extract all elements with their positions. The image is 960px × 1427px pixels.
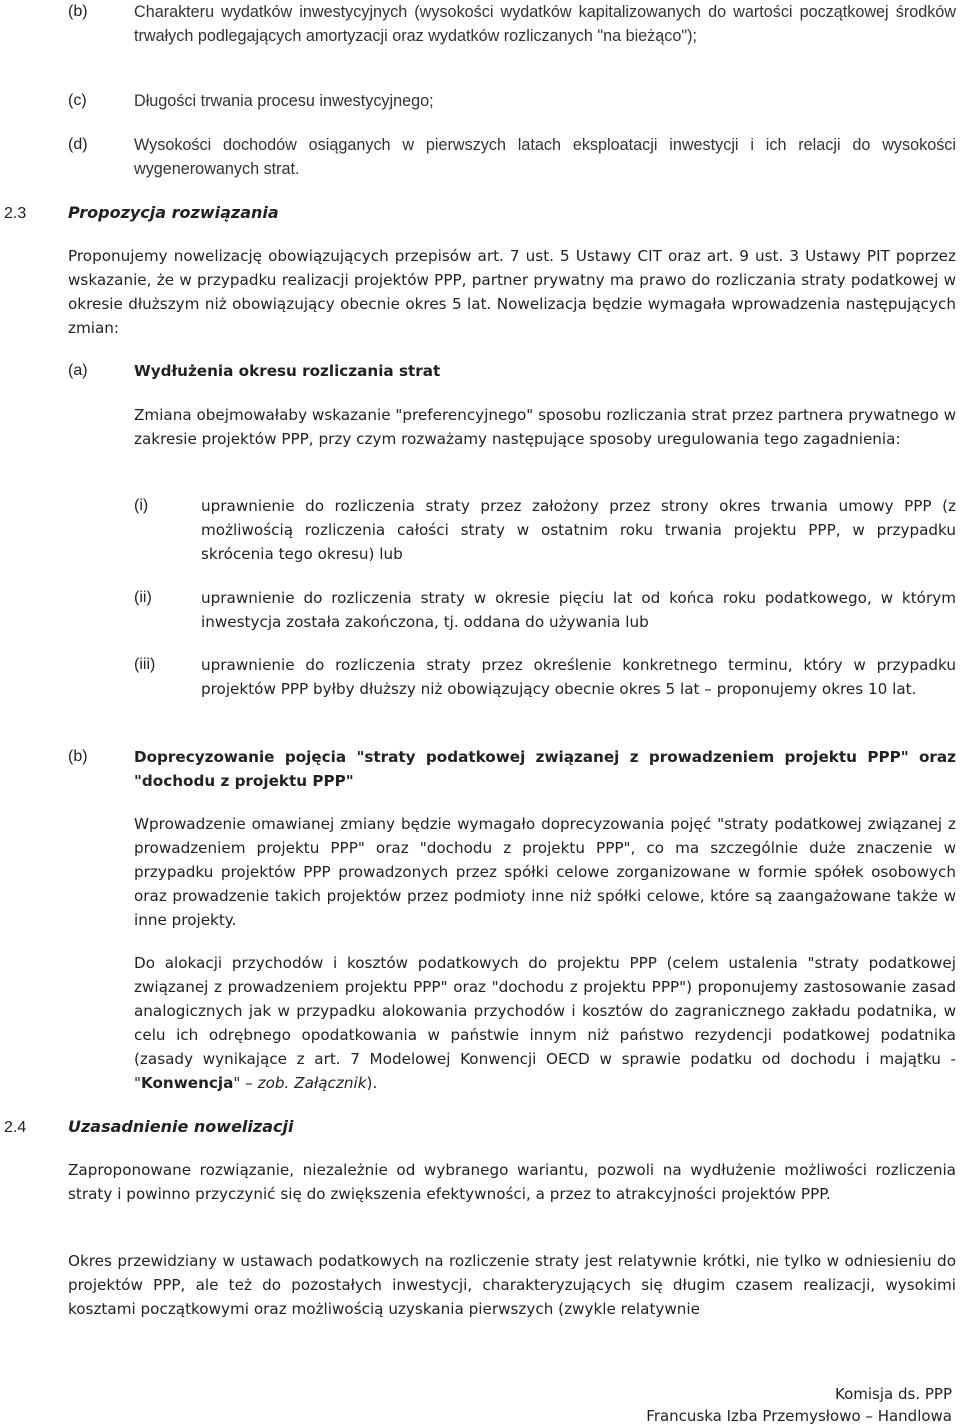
subitem-label-i: (i) bbox=[134, 497, 149, 514]
subitem-label-ii: (ii) bbox=[134, 589, 152, 606]
paragraph-2-main: Do alokacji przychodów i kosztów podatkowych do projektu PPP (celem ustalenia "straty podatkowej związanej z prowadzeniem projektu PPP" oraz "dochodu z projektu PPP") proponujemy zastosowanie zasad analogicznych jak w przypadku alokowania przychodów i kosztów do zagranicznego zakładu podatnika, w celu ich odrębnego opodatkowania w państwie innym niż państwo rezydencji podatkowej podatnika (zasady wynikające z art. 7 Modelowej Konwencji OECD w sprawie podatku od dochodu i majątku - " bbox=[134, 954, 956, 1092]
konwencja-term: Konwencja bbox=[141, 1074, 234, 1092]
intro-item-label-b: (b) bbox=[68, 3, 88, 20]
point-b-title: Doprecyzowanie pojęcia "straty podatkowej związanej z prowadzeniem projektu PPP" oraz "dochodu z projektu PPP" bbox=[134, 748, 956, 790]
point-a-text: Zmiana obejmowałaby wskazanie "preferencyjnego" sposobu rozliczania strat przez partnera prywatnego w zakresie projektów PPP, przy czym rozważamy następujące sposoby uregulowania tego zagadnienia: bbox=[134, 406, 956, 448]
intro-item-label-c: (c) bbox=[68, 92, 87, 109]
point-b-paragraph-2 bbox=[134, 951, 956, 1095]
point-b-paragraph-1: Wprowadzenie omawianej zmiany będzie wymagało doprecyzowania pojęć "straty podatkowej związanej z prowadzeniem projektu PPP" oraz "dochodu z projektu PPP", co ma szczególnie duże znaczenie w przypadku projektów PPP prowadzonych przez spółki celowe zorganizowane w formie spółek osobowych oraz prowadzenie takich projektów przez podmioty inne niż spółki celowe, które są zaangażowane także w inne projekty. bbox=[134, 815, 956, 929]
point-a-label: (a) bbox=[68, 362, 88, 379]
footer-chamber: Francuska Izba Przemysłowo – Handlowa bbox=[646, 1407, 952, 1425]
annex-reference: zob. Załącznik bbox=[257, 1074, 367, 1092]
point-b-label: (b) bbox=[68, 748, 88, 765]
section-2-3-intro: Proponujemy nowelizację obowiązujących przepisów art. 7 ust. 5 Ustawy CIT oraz art. 9 ust. 3 Ustawy PIT poprzez wskazanie, że w przypadku realizacji projektów PPP, partner prywatny ma prawo do rozliczania straty podatkowej w okresie dłuższym niż obowiązujący obecnie okres 5 lat. Nowelizacja będzie wymagała wprowadzenia następujących zmian: bbox=[68, 247, 956, 337]
point-a-title: Wydłużenia okresu rozliczania strat bbox=[134, 362, 441, 380]
footer-committee: Komisja ds. PPP bbox=[835, 1385, 952, 1403]
intro-item-text-d: Wysokości dochodów osiąganych w pierwszych latach eksploatacji inwestycji i ich relacji do wysokości wygenerowanych strat. bbox=[134, 136, 956, 178]
section-heading-2-4 bbox=[4, 1115, 293, 1140]
section-number: 2.4 bbox=[4, 1119, 27, 1136]
subitem-text-iii: uprawnienie do rozliczenia straty przez określenie konkretnego terminu, który w przypadku projektów PPP byłby dłuższy niż obowiązujący obecnie okres 5 lat – proponujemy okres 10 lat. bbox=[201, 656, 956, 698]
intro-item-text-b: Charakteru wydatków inwestycyjnych (wysokości wydatków kapitalizowanych do wartości początkowej środków trwałych podlegających amortyzacji oraz wydatków rozliczanych "na bieżąco"); bbox=[134, 3, 956, 45]
section-number: 2.3 bbox=[4, 205, 27, 222]
subitem-text-i: uprawnienie do rozliczenia straty przez założony przez strony okres trwania umowy PPP (z możliwością rozliczenia całości straty w ostatnim roku trwania projektu PPP, w przypadku skrócenia tego okresu) lub bbox=[201, 497, 956, 563]
section-title: Propozycja rozwiązania bbox=[68, 203, 279, 222]
section-2-4-paragraph-1: Zaproponowane rozwiązanie, niezależnie od wybranego wariantu, pozwoli na wydłużenie możliwości rozliczenia straty i powinno przyczynić się do zwiększenia efektywności, a przez to atrakcyjności projektów PPP. bbox=[68, 1161, 956, 1203]
paragraph-2-mid: " – bbox=[233, 1074, 258, 1092]
intro-item-text-c: Długości trwania procesu inwestycyjnego; bbox=[134, 92, 434, 110]
section-title: Uzasadnienie nowelizacji bbox=[68, 1117, 294, 1136]
section-heading-2-3 bbox=[4, 201, 279, 226]
subitem-label-iii: (iii) bbox=[134, 656, 156, 673]
paragraph-2-end: ). bbox=[366, 1074, 378, 1092]
subitem-text-ii: uprawnienie do rozliczenia straty w okresie pięciu lat od końca roku podatkowego, w którym inwestycja została zakończona, tj. oddana do używania lub bbox=[201, 589, 956, 631]
section-2-4-paragraph-2: Okres przewidziany w ustawach podatkowych na rozliczenie straty jest relatywnie krótki, nie tylko w odniesieniu do projektów PPP, ale też do pozostałych inwestycji, charakteryzujących się długim czasem realizacji, wysokimi kosztami początkowymi oraz możliwością uzyskania pierwszych (zwykle relatywnie bbox=[68, 1252, 956, 1318]
intro-item-label-d: (d) bbox=[68, 136, 88, 153]
page-footer bbox=[646, 1383, 952, 1427]
